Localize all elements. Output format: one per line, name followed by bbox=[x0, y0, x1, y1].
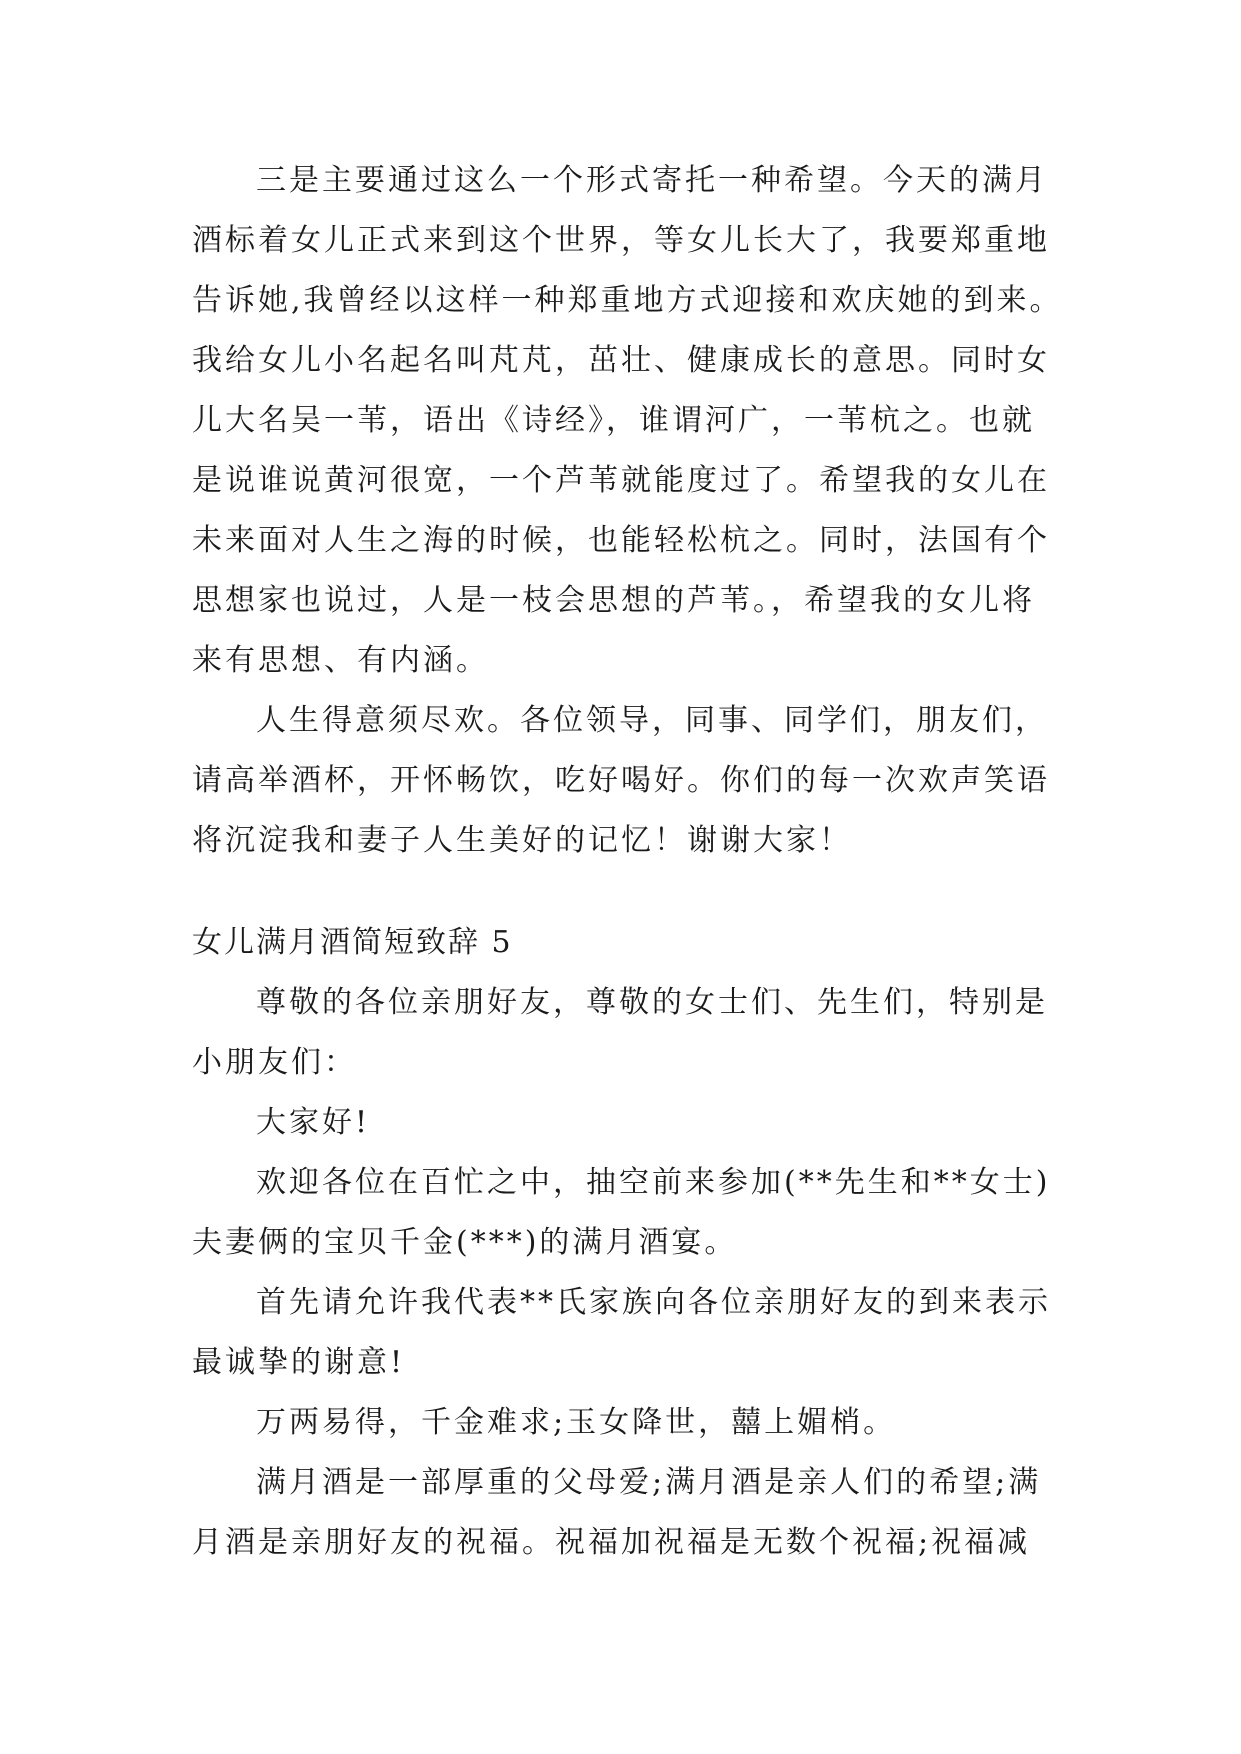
paragraph-line: 酒标着女儿正式来到这个世界，等女儿长大了，我要郑重地 bbox=[192, 223, 1050, 258]
speech-body-part2 bbox=[192, 973, 1092, 1573]
paragraph-line: 来有思想、有内涵。 bbox=[192, 643, 489, 678]
paragraph-line: 请高举酒杯，开怀畅饮，吃好喝好。你们的每一次欢声笑语 bbox=[192, 763, 1050, 798]
paragraph-line: 大家好! bbox=[256, 1105, 371, 1140]
paragraph-line: 思想家也说过，人是一枝会思想的芦苇。，希望我的女儿将 bbox=[192, 583, 1035, 618]
paragraph-line: 欢迎各位在百忙之中，抽空前来参加(**先生和**女士) bbox=[256, 1165, 1051, 1200]
heading-text: 女儿满月酒简短致辞 5 bbox=[192, 925, 513, 960]
paragraph-line: 小朋友们： bbox=[192, 1045, 357, 1080]
paragraph-line: 三是主要通过这么一个形式寄托一种希望。今天的满月 bbox=[256, 163, 1048, 198]
paragraph-line: 尊敬的各位亲朋好友，尊敬的女士们、先生们，特别是 bbox=[256, 985, 1048, 1020]
paragraph-line: 儿大名吴一苇，语出《诗经》，谁谓河广，一苇杭之。也就 bbox=[192, 403, 1035, 438]
paragraph-line: 月酒是亲朋好友的祝福。祝福加祝福是无数个祝福;祝福减 bbox=[192, 1525, 1031, 1560]
paragraph-line: 人生得意须尽欢。各位领导，同事、同学们，朋友们， bbox=[256, 703, 1048, 738]
paragraph-line: 最诚挚的谢意! bbox=[192, 1345, 406, 1380]
paragraph-line: 是说谁说黄河很宽，一个芦苇就能度过了。希望我的女儿在 bbox=[192, 463, 1050, 498]
paragraph-line: 将沉淀我和妻子人生美好的记忆！谢谢大家！ bbox=[192, 823, 852, 858]
paragraph-line: 未来面对人生之海的时候，也能轻松杭之。同时，法国有个 bbox=[192, 523, 1050, 558]
paragraph-line: 我给女儿小名起名叫芃芃，茁壮、健康成长的意思。同时女 bbox=[192, 343, 1050, 378]
paragraph-line: 满月酒是一部厚重的父母爱;满月酒是亲人们的希望;满 bbox=[256, 1465, 1042, 1500]
paragraph-line: 告诉她,我曾经以这样一种郑重地方式迎接和欢庆她的到来。 bbox=[192, 283, 1063, 318]
speech-body-part1 bbox=[192, 151, 1092, 871]
paragraph-line: 首先请允许我代表**氏家族向各位亲朋好友的到来表示 bbox=[256, 1285, 1051, 1320]
paragraph-line: 万两易得，千金难求;玉女降世，囍上媚梢。 bbox=[256, 1405, 897, 1440]
paragraph-line: 夫妻俩的宝贝千金(***)的满月酒宴。 bbox=[192, 1225, 738, 1260]
section-heading bbox=[192, 913, 1092, 973]
